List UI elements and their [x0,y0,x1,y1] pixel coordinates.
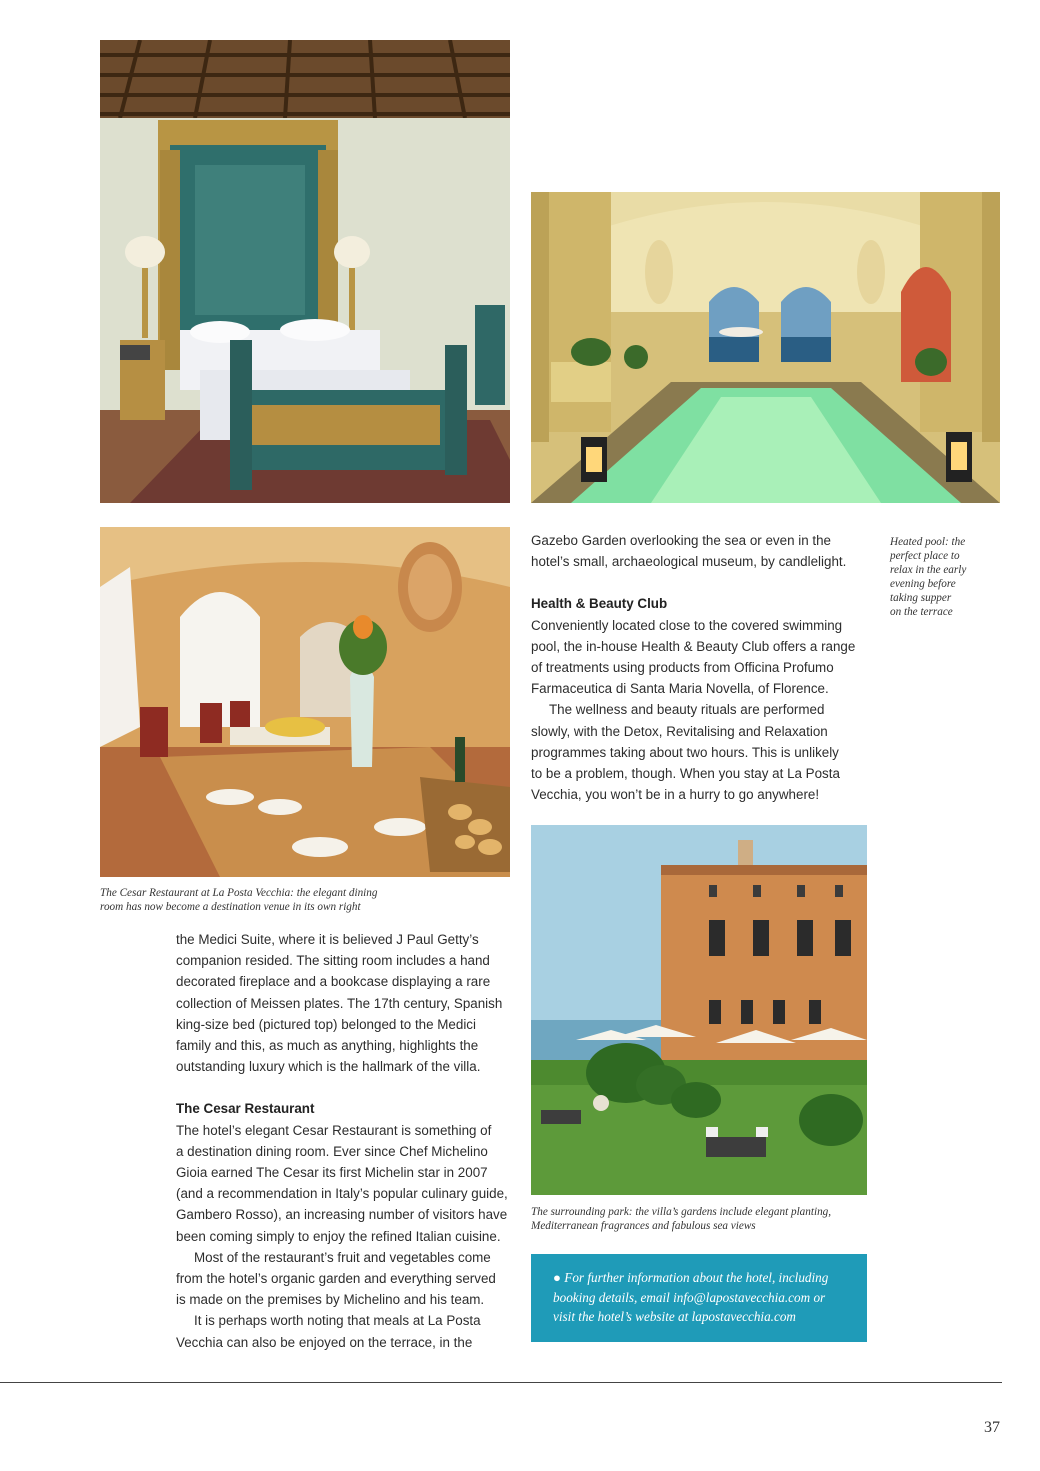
info-line: ● For further information about the hotel, including [553,1270,829,1285]
caption-line: on the terrace [890,606,953,618]
right-column-text [531,530,871,805]
health-paragraph-1: Conveniently located close to the covered swimming pool, the in-house Health & Beauty Club offers a range of treatments using products from Officina Profumo Farmaceutica di Santa Maria Novella, of Florence. [531,617,856,697]
caption-line: room has now become a destination venue in its own right [100,901,361,913]
caption-line: The Cesar Restaurant at La Posta Vecchia: the elegant dining [100,887,378,899]
cesar-restaurant-heading: The Cesar Restaurant [176,1101,315,1117]
caption-line: The surrounding park: the villa’s gardens include elegant planting, [531,1206,832,1218]
intro-paragraph: the Medici Suite, where it is believed J Paul Getty’s companion resided. The sitting room includes a hand decorated fireplace and a bookcase displaying a rare collection of Meissen plates. The 17th century, Spanish king-size bed (pictured top) belonged to the Medici family and this, as much as anything, highlights the outstanding luxury which is the hallmark of the villa. [176,932,503,1075]
villa-photo [531,825,867,1195]
restaurant-paragraph-3: It is perhaps worth noting that meals at La Posta Vecchia can also be enjoyed on the terrace, in the [176,1313,481,1350]
health-beauty-heading: Health & Beauty Club [531,596,668,612]
restaurant-paragraph-2: Most of the restaurant’s fruit and vegetables come from the hotel’s organic garden and everything served is made on the premises by Michelino and his team. [176,1249,496,1308]
restaurant-caption [100,886,520,914]
caption-line: Mediterranean fragrances and fabulous sea views [531,1220,756,1232]
continued-paragraph: Gazebo Garden overlooking the sea or even in the hotel’s small, archaeological museum, by candlelight. [531,533,847,570]
caption-line: perfect place to [890,550,960,562]
info-line[interactable]: visit the hotel’s website at lapostavecchia.com [553,1309,796,1324]
health-paragraph-2: The wellness and beauty rituals are performed slowly, with the Detox, Revitalising and Relaxation programmes taking about two hours. This is unlikely to be a problem, though. When you stay at La Posta Vecchia, you won’t be in a hurry to go anywhere! [531,702,840,803]
info-line[interactable]: booking details, email info@lapostavecchia.com or [553,1289,826,1305]
footer-divider [0,1382,1002,1383]
caption-line: evening before [890,578,956,590]
info-box [531,1254,867,1342]
restaurant-paragraph-1: The hotel’s elegant Cesar Restaurant is something of a destination dining room. Ever since Chef Michelino Gioia earned The Cesar its first Michelin star in 2007 (and a recommendation in Italy’s popular culinary guide, Gambero Rosso), an increasing number of visitors have been coming simply to enjoy the refined Italian cuisine. [176,1122,508,1244]
pool-caption [890,535,1030,619]
pool-photo [531,192,1000,503]
bedroom-photo [100,40,510,503]
left-column-text [176,929,521,1353]
caption-line: relax in the early [890,564,967,576]
villa-caption [531,1205,876,1233]
caption-line: taking supper [890,592,952,604]
caption-line: Heated pool: the [890,536,966,548]
restaurant-photo [100,527,510,877]
page-number: 37 [984,1419,1000,1436]
